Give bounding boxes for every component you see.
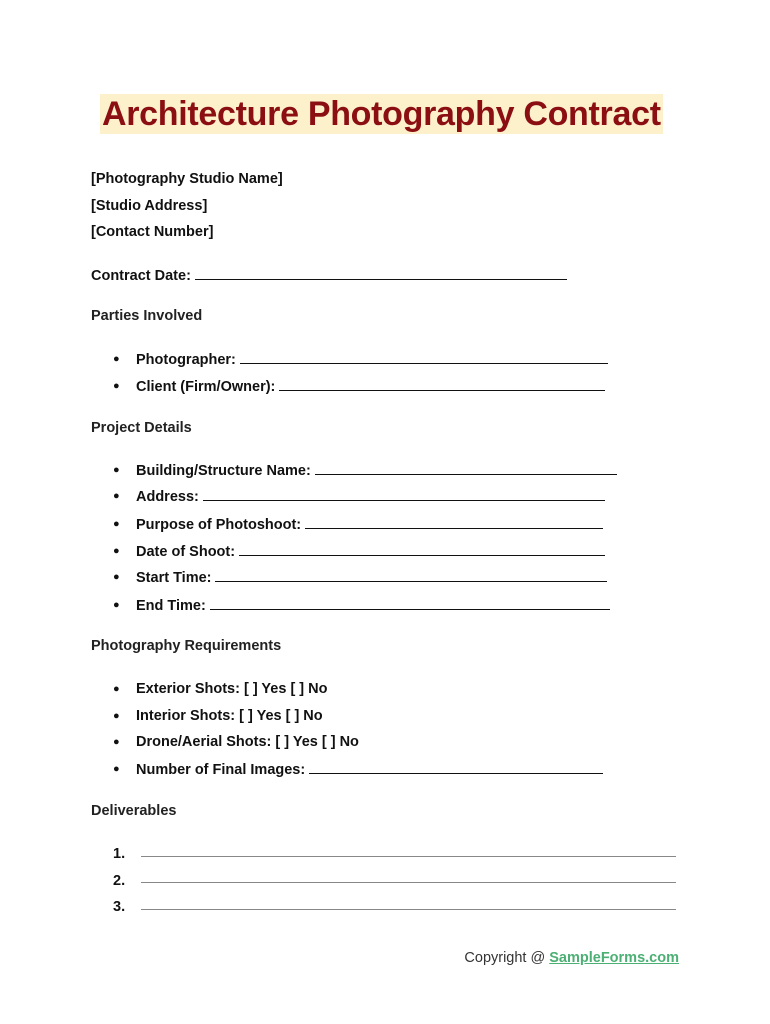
final-images-label: Number of Final Images: [136,762,306,778]
contract-date-row [91,266,567,285]
client-row [136,377,605,396]
date-of-shoot-label: Date of Shoot: [136,544,236,560]
parties-heading: Parties Involved [91,308,203,324]
studio-name: [Photography Studio Name] [91,171,283,187]
bullet-icon: ● [113,599,120,611]
deliverable-2-line[interactable] [141,882,676,883]
building-name-row [136,461,617,480]
end-time-field[interactable] [210,596,610,610]
photographer-field[interactable] [240,350,608,364]
date-of-shoot-field[interactable] [239,542,605,556]
exterior-shots-item[interactable]: Exterior Shots: [ ] Yes [ ] No [136,681,328,697]
date-of-shoot-row [136,542,605,561]
building-name-field[interactable] [315,461,617,475]
copyright-text: Copyright @ [464,950,550,966]
deliverable-number: 2. [113,873,126,889]
deliverable-number: 3. [113,899,126,915]
interior-shots-item[interactable]: Interior Shots: [ ] Yes [ ] No [136,708,323,724]
start-time-row [136,568,607,587]
deliverables-heading: Deliverables [91,803,177,819]
client-label: Client (Firm/Owner): [136,379,276,395]
purpose-field[interactable] [305,515,603,529]
requirements-heading: Photography Requirements [91,638,282,654]
bullet-icon: ● [113,353,120,365]
bullet-icon: ● [113,736,120,748]
contract-date-label: Contract Date: [91,268,191,284]
page-title: Architecture Photography Contract [102,95,661,133]
address-row [136,487,605,506]
bullet-icon: ● [113,545,120,557]
copyright-footer [464,950,679,966]
deliverable-1-line[interactable] [141,856,676,857]
end-time-row [136,596,610,615]
drone-shots-item[interactable]: Drone/Aerial Shots: [ ] Yes [ ] No [136,734,359,750]
client-field[interactable] [279,377,605,391]
deliverable-number: 1. [113,846,126,862]
project-heading: Project Details [91,420,192,436]
studio-contact: [Contact Number] [91,224,214,240]
address-label: Address: [136,489,199,505]
bullet-icon: ● [113,683,120,695]
start-time-field[interactable] [215,568,607,582]
building-name-label: Building/Structure Name: [136,463,311,479]
contract-date-field[interactable] [195,266,567,280]
address-field[interactable] [203,487,605,501]
final-images-row [136,760,603,779]
bullet-icon: ● [113,464,120,476]
purpose-label: Purpose of Photoshoot: [136,517,302,533]
end-time-label: End Time: [136,598,206,614]
start-time-label: Start Time: [136,570,212,586]
bullet-icon: ● [113,571,120,583]
bullet-icon: ● [113,380,120,392]
bullet-icon: ● [113,763,120,775]
bullet-icon: ● [113,518,120,530]
bullet-icon: ● [113,490,120,502]
photographer-label: Photographer: [136,352,236,368]
final-images-field[interactable] [309,760,603,774]
purpose-row [136,515,603,534]
bullet-icon: ● [113,710,120,722]
deliverable-3-line[interactable] [141,909,676,910]
brand-link[interactable]: SampleForms.com [549,950,679,966]
studio-address: [Studio Address] [91,198,208,214]
photographer-row [136,350,608,369]
